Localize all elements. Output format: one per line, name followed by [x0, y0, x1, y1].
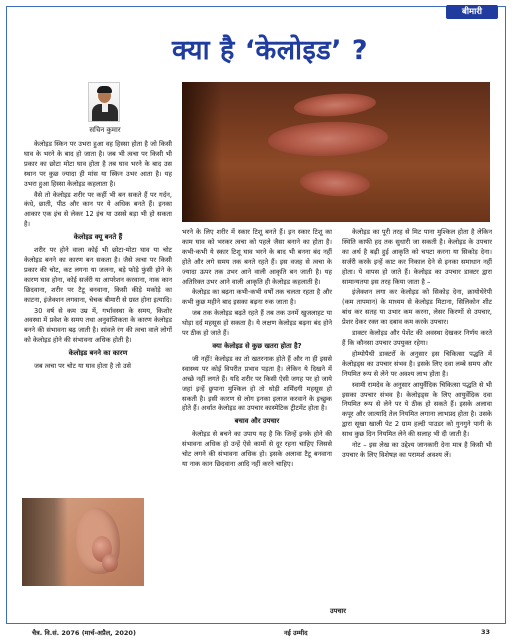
- paragraph: केलोइड से बचने का उपाय यह है कि जिन्हें इनके होने की संभावना अधिक हो उन्हें ऐसे कामों से दूर रहना चाहिए जिससे चोट लगने की संभावना अधिक हो। इसके अलावा टैटू बनवाना या नाक कान छिदवाना आदि नहीं करने चाहिए।: [182, 430, 332, 468]
- paragraph: केलोइड स्किन पर उभरा हुआ वह हिस्सा होता है जो किसी घाव के भरने के बाद हो जाता है। जब भी त्वचा पर किसी भी प्रकार का छोटा मोटा घाव होता है तब घाव भरने के बाद उस स्थान पर कुछ ज्यादा ही मांस या स्किन उभर आता है। यह उभरा हुआ हिस्सा केलोइड कहलाता है।: [24, 140, 172, 188]
- issue-date: चैत्र. वि.सं. 2076 (मार्च-अप्रैल, 2020): [32, 629, 136, 637]
- paragraph: जब तक केलोइड बढ़ते रहते हैं तब तक उनमें खुजलाहट या थोड़ा दर्द महसूस हो सकता है। ये लक्षण केलोइड बढ़ना बंद होने पर ठीक हो जाते हैं।: [182, 309, 332, 338]
- column-continuation: उपचार: [330, 607, 346, 615]
- paragraph: केलोइड का बढ़ना कभी-कभी वर्षों तक चलता रहता है और कभी कुछ महीने बाद इसका बढ़ना रुक जाता है।: [182, 288, 332, 307]
- paragraph: नोट – इस लेख का उद्देश्य जानकारी देना मात्र है किसी भी उपचार के लिए विशेषज्ञ का परामर्श अवश्य लें।: [342, 441, 492, 459]
- paragraph: 30 वर्ष से कम उम्र में, गर्भावस्था के समय, किशोर अवस्था में प्रवेश के समय तथा अनुवांशिकता के कारण केलोइड बनने की संभावना बढ़ जाती है। सांवले रंग की त्वचा वाले लोगों को केलोइड होने की संभावना अधिक होती है।: [24, 306, 172, 345]
- paragraph: जी नहीं! केलोइड का तो खतरनाक होते हैं और ना ही इससे स्वास्थ्य पर कोई विपरीत प्रभाव पड़ता है। लेकिन ये दिखने में अच्छे नहीं लगते हैं। यदि शरीर पर किसी ऐसी जगह पर हो जाये जहां इन्हें छुपाना मुश्किल हो तो थोड़ी शर्मिंदगी महसूस हो सकती है। इसी कारण से लोग इनका इलाज करवाने के इच्छुक होते हैं। अर्थात केलोइड का उपचार कास्मेटिक ट्रीटमेंट होता है।: [182, 354, 332, 413]
- paragraph: होम्योपैथी डाक्टरों के अनुसार इस चिकित्सा पद्धति में केलोइड्स का उपचार संभव है। इसके लिए दवा लम्बे समय और नियमित रूप से लेने पर अवश्य लाभ होता है।: [342, 349, 492, 378]
- keloid-ear-photo: [22, 498, 144, 586]
- subheading: केलोइड क्यू बनते हैं: [73, 233, 123, 242]
- paragraph: स्वामी रामदेव के अनुसार आयुर्वैदिक चिकित्सा पद्धति से भी इसका उपचार संभव है। केलोइड्स के लिए आयुर्वेदिक दवा नियमित रूप से लेने पर ये ठीक हो सकते हैं। इसके अलावा कपूर और जात्यादि तेल नियमित लगाना लाभप्रद होता है। उसके द्वारा सूखा खाली पेट 2 ग्राम हल्दी पाउडर को गुनगुने पानी के साथ कुछ दिन नियमित लेने की सलाह भी दी जाती है।: [342, 380, 492, 439]
- paragraph: इंजेक्शन लगा कर केलोइड को सिकोड़ देना, क्रायोथेरेपी (कम तापमान) के माध्यम से केलोइड मिटाना, सिलिकोन शीट बांध कर सतह या उभार कम करना, लेसर किरणों से उपचार, प्रेशर देकर रक्त का दबाव कम करके उपचार।: [342, 288, 492, 327]
- paragraph: डाक्टर केलोइड और पेशेंट की अवस्था देखकर निर्णय करते हैं कि कौनसा उपचार उपयुक्त रहेगा।: [342, 329, 492, 347]
- column-2: [182, 228, 332, 471]
- paragraph: वैसे तो केलोइड शरीर पर कहीं भी बन सकते हैं पर गर्दन, कंधे, छाती, पीठ और कान पर ये अधिक बनते हैं। इनका आकार एक इंच से लेकर 12 इंच या उससे बड़ा भी हो सकता है।: [24, 190, 172, 229]
- page-number: 33: [480, 628, 490, 636]
- author-photo: [88, 82, 120, 122]
- paragraph: केलोइड का पूरी तरह से मिट पाना मुश्किल होता है लेकिन स्थिति काफी हद तक सुधारी जा सकती है। केलोइड के उपचार का अर्थ है बढ़ी हुई आकृति को चपटा करना या सिकोड़ देना। सर्जरी करके इन्हें काट कर निकाल देने से इनका समाधान नहीं होता। ये वापस हो जाते हैं। केलोइड का उपचार डाक्टर द्वारा सामान्यतया इस तरह किया जाता है –: [342, 228, 492, 286]
- paragraph: भरने के लिए शरीर में स्कार टिशू बनते हैं। इन स्कार टिशू का काम घाव को भरकर त्वचा को पहले जैसा बनाने का होता है। कभी-कभी ये स्कार टिशू घाव भरने के बाद भी बनना बंद नहीं होते और लगे समय तक बनते रहते हैं। इस वजह से त्वचा के ज्यादा ऊपर तक उभर आने वाली आकृति बन जाती है। यह अतिरिक्त उभर आने वाली आकृति ही केलोइड कहलाती है।: [182, 228, 332, 286]
- subheading: केलोइड बनने का कारण: [68, 349, 128, 358]
- subheading: क्या केलोइड से कुछ खतरा होता है?: [212, 341, 302, 350]
- column-1: [24, 140, 172, 373]
- page-footer: [8, 628, 504, 640]
- keloid-back-photo: [182, 82, 490, 222]
- category-tag: बीमारी: [446, 5, 498, 19]
- paragraph: जब त्वचा पर चोट या घाव होता है तो उसे: [34, 362, 132, 371]
- paragraph: शरीर पर होने वाला कोई भी छोटा-मोटा घाव या चोट केलोइड बनने का कारण बन सकता है। जैसे त्वचा पर किसी प्रकार की चोट, कट लगना या जलना, बड़े फोड़े फुंसी होने के कारण घाव होना, कोई सर्जरी या आपरेशन करवाना, नाक कान छिदवाना, शरीर पर टैटू बनवाना, किसी कीड़े मकोड़े का काटना, इंजेक्शन लगवाना, चेचक बीमारी से ग्रस्त होना इत्यादि।: [24, 246, 172, 304]
- author-name: सचिन कुमार: [89, 126, 121, 134]
- magazine-name: नई उम्मीद: [284, 629, 308, 637]
- subheading: बचाव और उपचार: [234, 417, 280, 426]
- article-title: क्या है ‘केलोइड’ ?: [171, 35, 369, 66]
- column-3: [342, 228, 492, 462]
